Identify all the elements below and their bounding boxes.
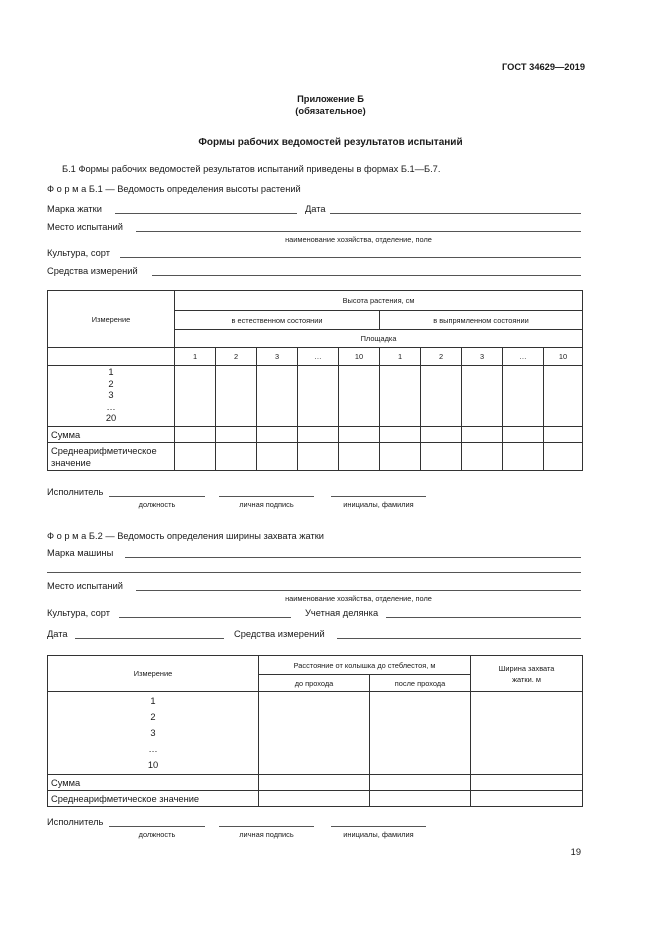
form1-row-num: 1: [108, 367, 114, 378]
form2-position-line[interactable]: [109, 826, 205, 827]
form1-cell[interactable]: [339, 427, 380, 443]
form1-cell[interactable]: [544, 366, 583, 427]
appendix-status: (обязательное): [295, 106, 366, 116]
form2-sign-caption: личная подпись: [239, 830, 294, 839]
form1-brand-label: Марка жатки: [47, 204, 102, 214]
form2-cell[interactable]: [471, 775, 583, 791]
form2-crop-label: Культура, сорт: [47, 608, 110, 618]
form2-col-after: после прохода: [370, 675, 471, 692]
form1-plot-num: 2: [421, 348, 462, 366]
form1-heading: [47, 184, 301, 194]
form1-row-num: 20: [105, 413, 117, 424]
form2-crop-line[interactable]: [119, 617, 291, 618]
form1-title: Б.1 — Ведомость определения высоты растений: [88, 184, 301, 194]
form1-cell[interactable]: [421, 443, 462, 471]
form1-cell[interactable]: [380, 427, 421, 443]
form1-prefix: Ф о р м а: [47, 184, 87, 194]
form1-cell[interactable]: [298, 427, 339, 443]
form1-row-num: 2: [108, 378, 114, 389]
form1-row-num: 3: [108, 390, 114, 401]
form2-cell[interactable]: [471, 791, 583, 807]
form2-cell[interactable]: [370, 692, 471, 775]
form2-tools-label: Средства измерений: [234, 629, 325, 639]
standard-number: ГОСТ 34629—2019: [502, 62, 585, 72]
form2-name-line[interactable]: [331, 826, 426, 827]
form1-cell[interactable]: [298, 443, 339, 471]
form2-plot-line[interactable]: [386, 617, 581, 618]
form1-tools-label: Средства измерений: [47, 266, 138, 276]
form1-sign-caption: личная подпись: [239, 500, 294, 509]
form2-prefix: Ф о р м а: [47, 531, 87, 541]
section-title: Формы рабочих ведомостей результатов испытаний: [198, 137, 463, 148]
form1-position-caption: должность: [138, 500, 176, 509]
form1-cell[interactable]: [257, 427, 298, 443]
form2-title: Б.2 — Ведомость определения ширины захвата жатки: [88, 531, 324, 541]
form2-brand-label: Марка машины: [47, 548, 114, 558]
form1-cell[interactable]: [257, 443, 298, 471]
form2-name-caption: инициалы, фамилия: [343, 830, 414, 839]
form2-cell[interactable]: [259, 692, 370, 775]
form1-col-plot: Площадка: [175, 330, 583, 348]
form1-cell[interactable]: [216, 366, 257, 427]
form1-col-natural: в естественном состоянии: [175, 311, 380, 330]
form1-plot-num: 3: [257, 348, 298, 366]
form2-brand-line2[interactable]: [47, 572, 581, 573]
form2-heading: [47, 531, 324, 541]
form1-cell[interactable]: [544, 443, 583, 471]
form1-name-caption: инициалы, фамилия: [343, 500, 414, 509]
form1-mean-label: [48, 443, 175, 471]
form1-cell[interactable]: [175, 427, 216, 443]
form2-cell[interactable]: [259, 791, 370, 807]
form1-cell[interactable]: [380, 443, 421, 471]
appendix-title: Приложение Б: [297, 94, 364, 104]
form1-col-straight: в выпрямленном состоянии: [380, 311, 583, 330]
intro-text: Б.1 Формы рабочих ведомостей результатов испытаний приведены в формах Б.1—Б.7.: [62, 164, 441, 174]
form2-place-line[interactable]: [136, 590, 581, 591]
form2-tools-line[interactable]: [337, 638, 581, 639]
form1-cell[interactable]: [503, 427, 544, 443]
form1-row-numbers: [48, 366, 175, 427]
form2-mean-label: Среднеарифметическое значение: [48, 791, 259, 807]
page-number: 19: [570, 847, 581, 857]
form2-cell[interactable]: [471, 692, 583, 775]
form2-col-width-line1: Ширина захвата: [498, 663, 555, 673]
form1-cell[interactable]: [298, 366, 339, 427]
form1-cell[interactable]: [462, 366, 503, 427]
form1-row-num: …: [106, 401, 116, 412]
form2-place-hint: наименование хозяйства, отделение, поле: [285, 594, 432, 603]
form1-plot-num: …: [503, 348, 544, 366]
form2-row-numbers: [48, 692, 259, 775]
form1-date-line[interactable]: [330, 213, 581, 214]
form1-col-group: Высота растения, см: [175, 291, 583, 311]
form2-cell[interactable]: [370, 791, 471, 807]
form1-crop-line[interactable]: [120, 257, 581, 258]
form2-row-num: 2: [150, 712, 156, 722]
form1-cell[interactable]: [503, 366, 544, 427]
form1-cell[interactable]: [462, 427, 503, 443]
form2-cell[interactable]: [259, 775, 370, 791]
form1-cell[interactable]: [462, 443, 503, 471]
form2-brand-line[interactable]: [125, 557, 581, 558]
form2-col-group: Расстояние от колышка до стеблестоя, м: [259, 656, 471, 675]
form1-crop-label: Культура, сорт: [47, 248, 110, 258]
form2-row-num: 1: [150, 696, 156, 706]
form1-cell[interactable]: [257, 366, 298, 427]
form1-position-line[interactable]: [109, 496, 205, 497]
form2-table: [47, 655, 583, 807]
form2-col-before: до прохода: [259, 675, 370, 692]
form2-col-width: [471, 656, 583, 692]
form2-sign-line[interactable]: [219, 826, 314, 827]
form1-place-label: Место испытаний: [47, 222, 123, 232]
form1-empty-corner: [48, 348, 175, 366]
form1-cell[interactable]: [421, 427, 462, 443]
form1-cell[interactable]: [503, 443, 544, 471]
form1-place-hint: наименование хозяйства, отделение, поле: [285, 235, 432, 244]
form2-row-num: …: [148, 744, 158, 754]
form1-brand-line[interactable]: [115, 213, 297, 214]
form1-col-measure: Измерение: [48, 291, 175, 348]
form1-plot-num: …: [298, 348, 339, 366]
form1-mean-line1: Среднеарифметическое: [51, 445, 157, 456]
form1-cell[interactable]: [339, 443, 380, 471]
form1-plot-num: 10: [544, 348, 583, 366]
form2-sum-label: Сумма: [48, 775, 259, 791]
form1-mean-line2: значение: [51, 457, 91, 468]
form1-cell[interactable]: [421, 366, 462, 427]
form1-place-line[interactable]: [136, 231, 581, 232]
form1-plot-num: 3: [462, 348, 503, 366]
form2-signature-label: Исполнитель: [47, 817, 104, 827]
form2-position-caption: должность: [138, 830, 176, 839]
form1-plot-num: 1: [380, 348, 421, 366]
form1-table: [47, 290, 583, 471]
form2-row-num: 10: [147, 760, 159, 770]
form2-plot-label: Учетная делянка: [305, 608, 379, 618]
form1-tools-line[interactable]: [152, 275, 581, 276]
form2-cell[interactable]: [370, 775, 471, 791]
form1-cell[interactable]: [544, 427, 583, 443]
form2-place-label: Место испытаний: [47, 581, 123, 591]
form1-cell[interactable]: [339, 366, 380, 427]
form2-col-measure: Измерение: [48, 656, 259, 692]
form1-cell[interactable]: [175, 366, 216, 427]
form1-cell[interactable]: [216, 427, 257, 443]
form1-date-label: Дата: [305, 204, 326, 214]
form1-plot-num: 1: [175, 348, 216, 366]
form1-cell[interactable]: [380, 366, 421, 427]
form2-date-label: Дата: [47, 629, 68, 639]
form1-signature-label: Исполнитель: [47, 487, 104, 497]
form2-date-line[interactable]: [75, 638, 224, 639]
form1-sum-label: Сумма: [48, 427, 175, 443]
form1-plot-num: 2: [216, 348, 257, 366]
form1-plot-num: 10: [339, 348, 380, 366]
form1-sign-line[interactable]: [219, 496, 314, 497]
form2-col-width-line2: жатки. м: [512, 674, 541, 684]
form1-cell[interactable]: [216, 443, 257, 471]
form1-cell[interactable]: [175, 443, 216, 471]
form1-name-line[interactable]: [331, 496, 426, 497]
form2-row-num: 3: [150, 728, 156, 738]
